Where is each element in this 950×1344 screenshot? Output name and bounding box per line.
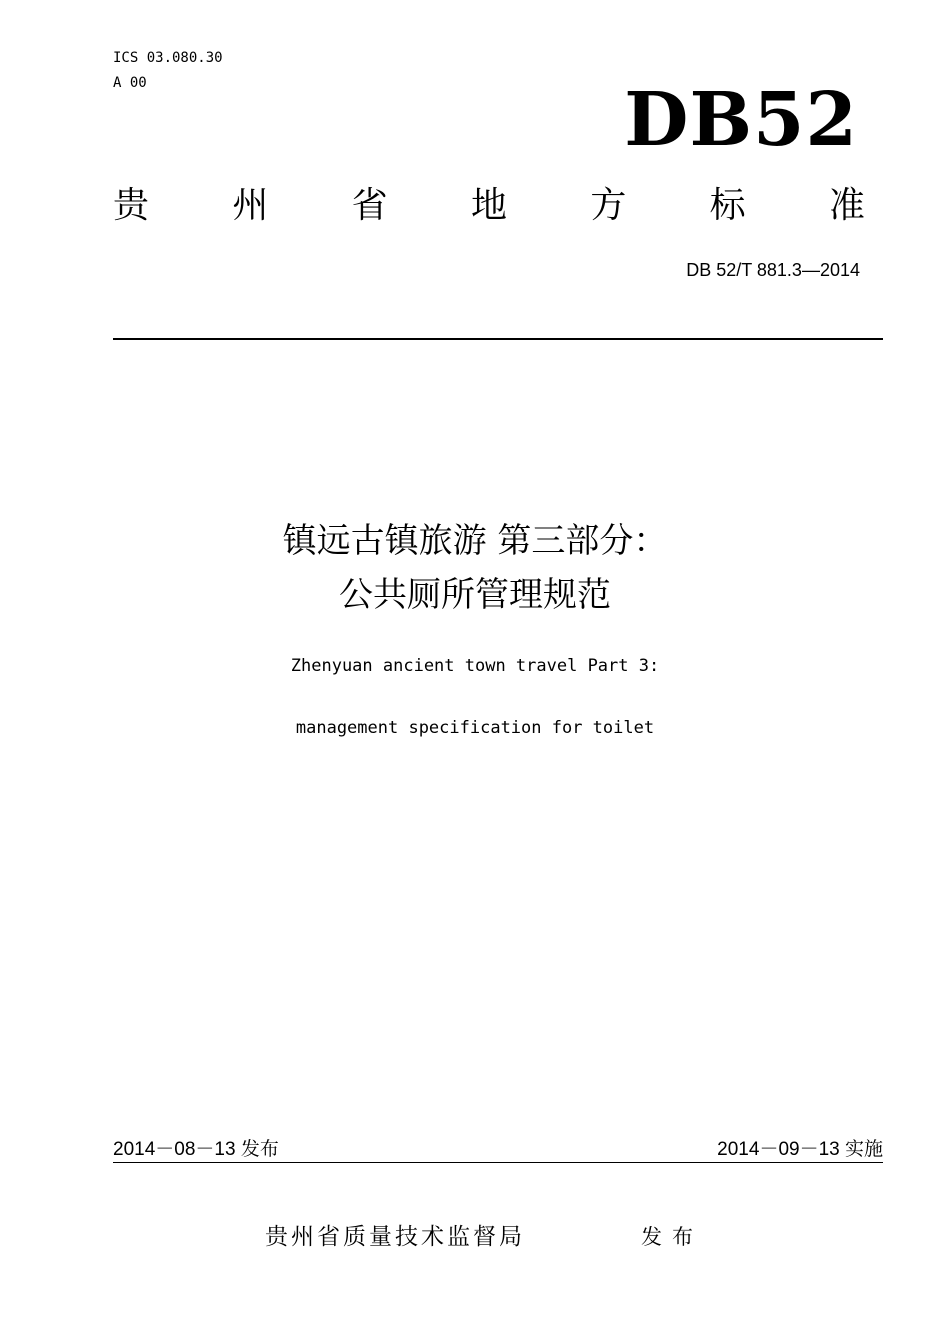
title-zh-line-1: 镇远古镇旅游 第三部分：: [282, 521, 668, 561]
category-char: 方: [590, 185, 627, 226]
date-divider: [113, 1162, 883, 1163]
category-char: 贵: [113, 185, 150, 226]
title-zh-line-2: 公共厕所管理规范: [339, 575, 611, 615]
standard-category: [113, 183, 865, 229]
category-char: 准: [828, 185, 865, 226]
ics-code: ICS 03.080.30: [113, 50, 223, 66]
title-en-line-2: management specification for toilet: [295, 718, 655, 738]
implementation-date: 2014－09－13 实施: [717, 1139, 883, 1160]
classification-code: A 00: [113, 75, 147, 91]
category-char: 标: [709, 185, 746, 226]
issue-date: 2014－08－13 发布: [113, 1139, 279, 1160]
category-char: 省: [351, 185, 388, 226]
category-char: 地: [470, 185, 507, 226]
standard-number: DB 52/T 881.3—2014: [686, 260, 860, 280]
category-char: 州: [232, 185, 269, 226]
issuing-authority: 贵州省质量技术监督局: [265, 1224, 525, 1250]
issue-label: 发布: [641, 1225, 703, 1249]
header-divider: [113, 338, 883, 340]
title-en-line-1: Zhenyuan ancient town travel Part 3:: [290, 656, 660, 676]
standard-mark: DB52: [624, 77, 858, 163]
